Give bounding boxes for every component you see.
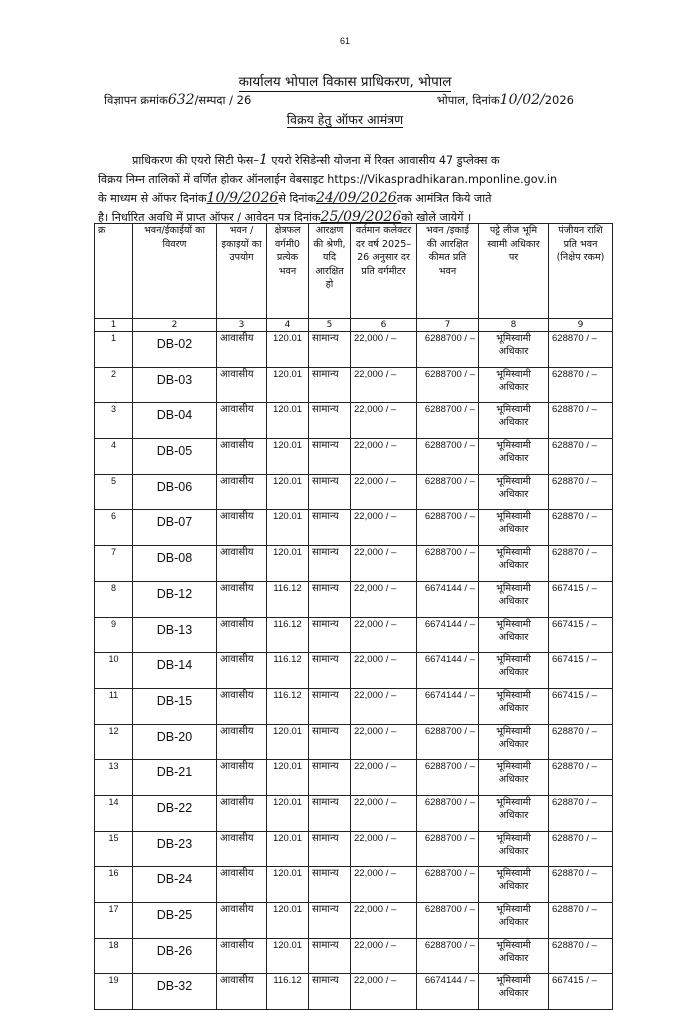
table-row xyxy=(95,439,613,475)
row-category: सामान्य xyxy=(309,653,351,689)
row-tenure: भूमिस्वामी अधिकार xyxy=(479,724,549,760)
row-sno: 19 xyxy=(95,974,133,1010)
row-rate: 22,000 / – xyxy=(351,974,417,1010)
row-use: आवासीय xyxy=(217,831,267,867)
row-registration: 628870 / – xyxy=(549,724,613,760)
row-area: 116.12 xyxy=(267,653,309,689)
offer-start-date: 10/9/2026 xyxy=(206,190,279,206)
row-price: 6288700 / – xyxy=(417,332,479,368)
row-price: 6674144 / – xyxy=(417,974,479,1010)
row-unit: DB-12 xyxy=(133,581,217,617)
col-num: 1 xyxy=(95,319,133,332)
row-category: सामान्य xyxy=(309,546,351,582)
reference-number xyxy=(104,92,251,108)
row-use: आवासीय xyxy=(217,760,267,796)
row-price: 6288700 / – xyxy=(417,510,479,546)
header-area: क्षेत्रफल वर्गमी0 प्रत्येक भवन xyxy=(267,224,309,319)
row-price: 6288700 / – xyxy=(417,724,479,760)
table-row xyxy=(95,974,613,1010)
row-price: 6674144 / – xyxy=(417,688,479,724)
row-area: 120.01 xyxy=(267,903,309,939)
row-category: सामान्य xyxy=(309,367,351,403)
row-registration: 628870 / – xyxy=(549,546,613,582)
row-price: 6674144 / – xyxy=(417,617,479,653)
col-num: 6 xyxy=(351,319,417,332)
row-sno: 9 xyxy=(95,617,133,653)
row-unit: DB-06 xyxy=(133,474,217,510)
row-area: 120.01 xyxy=(267,546,309,582)
row-price: 6288700 / – xyxy=(417,367,479,403)
row-rate: 22,000 / – xyxy=(351,403,417,439)
row-area: 120.01 xyxy=(267,760,309,796)
row-tenure: भूमिस्वामी अधिकार xyxy=(479,510,549,546)
row-registration: 628870 / – xyxy=(549,760,613,796)
date1-label: दिनांक xyxy=(180,192,207,205)
row-unit: DB-20 xyxy=(133,724,217,760)
office-name: कार्यालय भोपाल विकास प्राधिकरण, भोपाल xyxy=(238,74,452,90)
row-area: 120.01 xyxy=(267,403,309,439)
row-price: 6288700 / – xyxy=(417,760,479,796)
table-row xyxy=(95,367,613,403)
table-row xyxy=(95,795,613,831)
row-rate: 22,000 / – xyxy=(351,795,417,831)
row-tenure: भूमिस्वामी अधिकार xyxy=(479,795,549,831)
para-line-1 xyxy=(98,151,688,170)
row-use: आवासीय xyxy=(217,332,267,368)
row-category: सामान्य xyxy=(309,760,351,796)
row-rate: 22,000 / – xyxy=(351,581,417,617)
table-row xyxy=(95,760,613,796)
row-use: आवासीय xyxy=(217,974,267,1010)
place-date xyxy=(437,92,574,108)
row-category: सामान्य xyxy=(309,795,351,831)
table-row xyxy=(95,831,613,867)
date2-label: दिनांक xyxy=(289,192,317,205)
para-line-3 xyxy=(98,189,688,208)
row-price: 6288700 / – xyxy=(417,903,479,939)
row-tenure: भूमिस्वामी अधिकार xyxy=(479,653,549,689)
row-sno: 14 xyxy=(95,795,133,831)
row-area: 120.01 xyxy=(267,938,309,974)
row-category: सामान्य xyxy=(309,581,351,617)
header-use: भवन /इकाइयों का उपयोग xyxy=(217,224,267,319)
row-category: सामान्य xyxy=(309,474,351,510)
header-unit: भवन/ईकाईयों का विवरण xyxy=(133,224,217,319)
row-tenure: भूमिस्वामी अधिकार xyxy=(479,474,549,510)
row-rate: 22,000 / – xyxy=(351,688,417,724)
date-handwritten: 10/02/ xyxy=(499,92,545,108)
row-unit: DB-02 xyxy=(133,332,217,368)
table-row xyxy=(95,724,613,760)
row-sno: 12 xyxy=(95,724,133,760)
row-unit: DB-14 xyxy=(133,653,217,689)
row-price: 6288700 / – xyxy=(417,795,479,831)
ref-label: विज्ञापन क्रमांक xyxy=(104,93,168,107)
col-num: 9 xyxy=(549,319,613,332)
row-registration: 667415 / – xyxy=(549,974,613,1010)
row-tenure: भूमिस्वामी अधिकार xyxy=(479,760,549,796)
row-sno: 11 xyxy=(95,688,133,724)
row-use: आवासीय xyxy=(217,724,267,760)
row-unit: DB-15 xyxy=(133,688,217,724)
table-row xyxy=(95,688,613,724)
para-line-2: विक्रय निम्न तालिकों में वर्णित होकर ऑनलाईन वेबसाइट https://Vikaspradhikaran.mponline.gov.in xyxy=(98,173,558,186)
row-sno: 8 xyxy=(95,581,133,617)
row-price: 6288700 / – xyxy=(417,831,479,867)
row-rate: 22,000 / – xyxy=(351,867,417,903)
place-date-label: भोपाल, दिनांक xyxy=(436,93,500,107)
row-category: सामान्य xyxy=(309,688,351,724)
para-line-3a: के माध्यम से ऑफर xyxy=(98,192,180,205)
col-num: 3 xyxy=(217,319,267,332)
subject-line xyxy=(0,111,690,128)
row-area: 116.12 xyxy=(267,581,309,617)
row-use: आवासीय xyxy=(217,367,267,403)
header-price: भवन /इकाई की आरक्षित कीमत प्रति भवन xyxy=(417,224,479,319)
row-registration: 628870 / – xyxy=(549,367,613,403)
row-rate: 22,000 / – xyxy=(351,903,417,939)
row-tenure: भूमिस्वामी अधिकार xyxy=(479,688,549,724)
row-registration: 667415 / – xyxy=(549,581,613,617)
row-rate: 22,000 / – xyxy=(351,439,417,475)
row-unit: DB-22 xyxy=(133,795,217,831)
row-use: आवासीय xyxy=(217,653,267,689)
row-unit: DB-07 xyxy=(133,510,217,546)
row-unit: DB-03 xyxy=(133,367,217,403)
row-category: सामान्य xyxy=(309,617,351,653)
row-price: 6674144 / – xyxy=(417,653,479,689)
row-area: 120.01 xyxy=(267,724,309,760)
row-tenure: भूमिस्वामी अधिकार xyxy=(479,332,549,368)
table-row xyxy=(95,581,613,617)
row-rate: 22,000 / – xyxy=(351,724,417,760)
row-price: 6288700 / – xyxy=(417,474,479,510)
row-rate: 22,000 / – xyxy=(351,332,417,368)
row-tenure: भूमिस्वामी अधिकार xyxy=(479,367,549,403)
row-use: आवासीय xyxy=(217,510,267,546)
para-line-1a: प्राधिकरण की एयरो सिटी फेस– xyxy=(132,154,259,167)
table-row xyxy=(95,474,613,510)
col-num: 8 xyxy=(479,319,549,332)
row-unit: DB-13 xyxy=(133,617,217,653)
row-category: सामान्य xyxy=(309,332,351,368)
row-tenure: भूमिस्वामी अधिकार xyxy=(479,403,549,439)
row-tenure: भूमिस्वामी अधिकार xyxy=(479,938,549,974)
row-rate: 22,000 / – xyxy=(351,617,417,653)
row-use: आवासीय xyxy=(217,795,267,831)
row-sno: 15 xyxy=(95,831,133,867)
row-rate: 22,000 / – xyxy=(351,367,417,403)
units-table xyxy=(94,223,613,1010)
row-tenure: भूमिस्वामी अधिकार xyxy=(479,831,549,867)
header-rate: वर्तमान कलेक्टर दर वर्ष 2025–26 अनुसार दर प्रति वर्गमीटर xyxy=(351,224,417,319)
col-num: 2 xyxy=(133,319,217,332)
table-row xyxy=(95,903,613,939)
row-area: 120.01 xyxy=(267,510,309,546)
row-category: सामान्य xyxy=(309,510,351,546)
row-registration: 628870 / – xyxy=(549,795,613,831)
row-price: 6288700 / – xyxy=(417,546,479,582)
row-registration: 628870 / – xyxy=(549,403,613,439)
subject-text: विक्रय हेतु ऑफर आमंत्रण xyxy=(286,112,404,127)
para-line-4a: है। निर्धारित अवधि में प्राप्त ऑफर / आवेदन पत्र दिनांक xyxy=(98,211,321,224)
row-unit: DB-24 xyxy=(133,867,217,903)
row-tenure: भूमिस्वामी अधिकार xyxy=(479,439,549,475)
row-sno: 3 xyxy=(95,403,133,439)
row-sno: 10 xyxy=(95,653,133,689)
row-use: आवासीय xyxy=(217,903,267,939)
row-tenure: भूमिस्वामी अधिकार xyxy=(479,617,549,653)
row-category: सामान्य xyxy=(309,403,351,439)
row-registration: 628870 / – xyxy=(549,938,613,974)
row-use: आवासीय xyxy=(217,617,267,653)
header-category: आरक्षण की श्रेणी, यदि आरक्षित हो xyxy=(309,224,351,319)
column-number-row xyxy=(95,319,613,332)
row-unit: DB-26 xyxy=(133,938,217,974)
phase-number-handwritten: 1 xyxy=(258,152,268,168)
row-area: 120.01 xyxy=(267,795,309,831)
row-category: सामान्य xyxy=(309,831,351,867)
row-rate: 22,000 / – xyxy=(351,760,417,796)
row-price: 6288700 / – xyxy=(417,439,479,475)
office-title xyxy=(0,72,690,90)
offer-end-date: 24/09/2026 xyxy=(316,190,397,206)
row-use: आवासीय xyxy=(217,546,267,582)
row-category: सामान्य xyxy=(309,439,351,475)
row-rate: 22,000 / – xyxy=(351,510,417,546)
table-row xyxy=(95,617,613,653)
col-num: 7 xyxy=(417,319,479,332)
row-rate: 22,000 / – xyxy=(351,938,417,974)
row-registration: 628870 / – xyxy=(549,831,613,867)
row-rate: 22,000 / – xyxy=(351,831,417,867)
row-category: सामान्य xyxy=(309,938,351,974)
row-use: आवासीय xyxy=(217,581,267,617)
para-line-3-end: तक आमंत्रित किये जाते xyxy=(396,192,492,205)
row-sno: 13 xyxy=(95,760,133,796)
row-sno: 18 xyxy=(95,938,133,974)
row-price: 6288700 / – xyxy=(417,938,479,974)
row-sno: 2 xyxy=(95,367,133,403)
row-sno: 17 xyxy=(95,903,133,939)
row-tenure: भूमिस्वामी अधिकार xyxy=(479,974,549,1010)
row-area: 120.01 xyxy=(267,367,309,403)
header-sno: क्र xyxy=(95,224,133,319)
para-line-3-mid: से xyxy=(278,192,290,205)
row-use: आवासीय xyxy=(217,938,267,974)
row-use: आवासीय xyxy=(217,403,267,439)
row-sno: 7 xyxy=(95,546,133,582)
row-registration: 628870 / – xyxy=(549,474,613,510)
ref-suffix: /सम्पदा / 26 xyxy=(194,93,252,107)
para-line-4-end: को खोले जायेगें । xyxy=(401,211,472,224)
row-area: 120.01 xyxy=(267,474,309,510)
row-tenure: भूमिस्वामी अधिकार xyxy=(479,867,549,903)
row-registration: 628870 / – xyxy=(549,867,613,903)
table-row xyxy=(95,546,613,582)
row-rate: 22,000 / – xyxy=(351,546,417,582)
row-unit: DB-23 xyxy=(133,831,217,867)
row-price: 6288700 / – xyxy=(417,403,479,439)
row-rate: 22,000 / – xyxy=(351,474,417,510)
row-use: आवासीय xyxy=(217,439,267,475)
table-row xyxy=(95,867,613,903)
row-registration: 628870 / – xyxy=(549,332,613,368)
row-price: 6674144 / – xyxy=(417,581,479,617)
row-unit: DB-04 xyxy=(133,403,217,439)
table-row xyxy=(95,403,613,439)
row-category: सामान्य xyxy=(309,724,351,760)
row-tenure: भूमिस्वामी अधिकार xyxy=(479,546,549,582)
opening-date: 25/09/2026 xyxy=(320,209,402,225)
row-registration: 667415 / – xyxy=(549,653,613,689)
row-area: 116.12 xyxy=(267,617,309,653)
row-area: 120.01 xyxy=(267,867,309,903)
col-num: 4 xyxy=(267,319,309,332)
row-area: 120.01 xyxy=(267,831,309,867)
row-price: 6288700 / – xyxy=(417,867,479,903)
row-tenure: भूमिस्वामी अधिकार xyxy=(479,903,549,939)
row-registration: 628870 / – xyxy=(549,510,613,546)
row-registration: 667415 / – xyxy=(549,617,613,653)
header-tenure: पट्टे लीज भूमि स्वामी अधिकार पर xyxy=(479,224,549,319)
row-area: 116.12 xyxy=(267,974,309,1010)
row-registration: 628870 / – xyxy=(549,439,613,475)
row-sno: 6 xyxy=(95,510,133,546)
page-number: 61 xyxy=(339,36,350,46)
row-unit: DB-32 xyxy=(133,974,217,1010)
date-year: 2026 xyxy=(544,93,574,107)
col-num: 5 xyxy=(309,319,351,332)
row-rate: 22,000 / – xyxy=(351,653,417,689)
row-sno: 5 xyxy=(95,474,133,510)
row-use: आवासीय xyxy=(217,688,267,724)
table-row xyxy=(95,332,613,368)
table-row xyxy=(95,510,613,546)
row-registration: 667415 / – xyxy=(549,688,613,724)
row-category: सामान्य xyxy=(309,903,351,939)
row-registration: 628870 / – xyxy=(549,903,613,939)
row-category: सामान्य xyxy=(309,974,351,1010)
row-sno: 16 xyxy=(95,867,133,903)
row-unit: DB-21 xyxy=(133,760,217,796)
ref-number-handwritten: 632 xyxy=(167,92,195,108)
row-area: 116.12 xyxy=(267,688,309,724)
para-line-1b: एयरो रेसिडेन्सी योजना में रिक्त आवासीय 47 डुप्लेक्स क xyxy=(267,154,500,167)
row-unit: DB-05 xyxy=(133,439,217,475)
row-area: 120.01 xyxy=(267,332,309,368)
table-header-row xyxy=(95,224,613,319)
header-registration: पंजीयन राशि प्रति भवन (निक्षेप रकम) xyxy=(549,224,613,319)
row-tenure: भूमिस्वामी अधिकार xyxy=(479,581,549,617)
table-row xyxy=(95,938,613,974)
table-row xyxy=(95,653,613,689)
notice-paragraph xyxy=(98,151,688,227)
row-category: सामान्य xyxy=(309,867,351,903)
row-sno: 4 xyxy=(95,439,133,475)
row-area: 120.01 xyxy=(267,439,309,475)
row-use: आवासीय xyxy=(217,474,267,510)
row-use: आवासीय xyxy=(217,867,267,903)
row-sno: 1 xyxy=(95,332,133,368)
row-unit: DB-08 xyxy=(133,546,217,582)
row-unit: DB-25 xyxy=(133,903,217,939)
